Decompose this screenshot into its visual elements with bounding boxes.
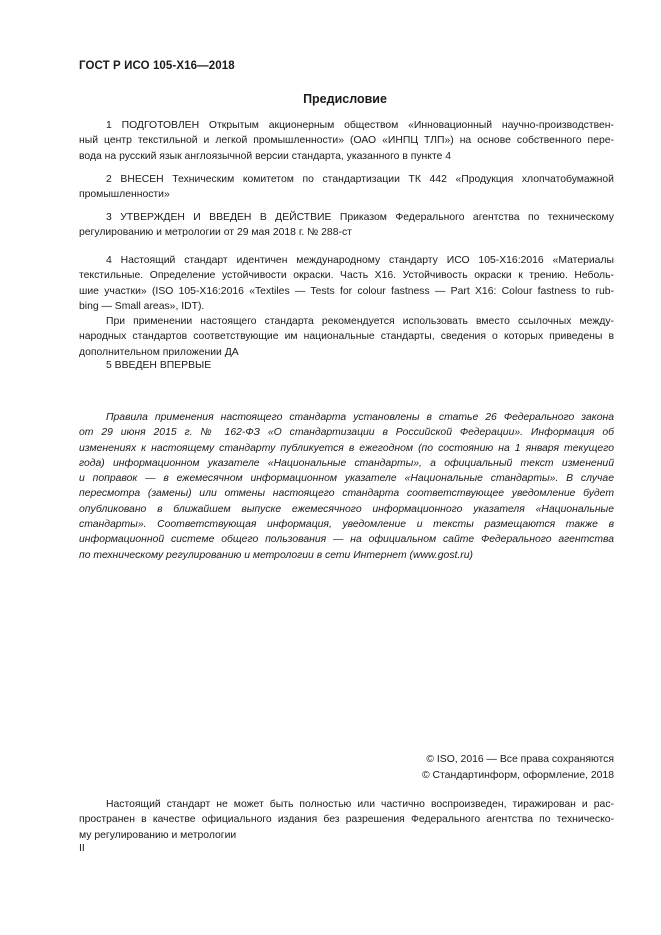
text-line: му регулированию и метрологии	[79, 829, 237, 841]
foreword-item-4	[79, 253, 614, 360]
text-line: промышленности»	[79, 189, 170, 201]
text-line: года) информационном указателе «Национальные стандарты», а официальный текст изменений	[79, 457, 614, 469]
text-line: Правила применения настоящего стандарта установлены в статье 26 Федерального закона	[106, 412, 614, 423]
text-line: изменениях к настоящему стандарту публикуется в ежегодном (по состоянию на 1 января текущего	[79, 442, 614, 454]
text-line: пересмотра (замены) или отмены настоящего стандарта соответствующее уведомление будет	[79, 488, 614, 500]
text-line: bing — Small areas», IDT).	[79, 300, 205, 312]
text-line: 2 ВНЕСЕН Техническим комитетом по стандартизации ТК 442 «Продукция хлопчатобумажной	[106, 174, 614, 185]
foreword-item-5	[79, 358, 614, 373]
foreword-item-1	[79, 118, 614, 164]
copyright-block	[422, 752, 614, 784]
text-line: шие участки» (ISO 105-X16:2016 «Textiles — Tests for colour fastness — Part X16: Colour fastness to rub-	[79, 285, 614, 297]
section-title: Предисловие	[303, 92, 387, 106]
foreword-item-2	[79, 172, 614, 203]
text-line: дополнительном приложении ДА	[79, 346, 239, 358]
text-line: вода на русский язык англоязычной версии стандарта, указанного в пункте 4	[79, 150, 452, 162]
text-line: Настоящий стандарт не может быть полностью или частично воспроизведен, тиражирован и рас-	[106, 799, 614, 810]
text-line: регулированию и метрологии от 29 мая 2018 г. № 288-ст	[79, 227, 352, 239]
text-line: При применении настоящего стандарта рекомендуется использовать вместо ссылочных между-	[106, 316, 614, 328]
text-line: 4 Настоящий стандарт идентичен международному стандарту ИСО 105-X16:2016 «Материалы	[106, 255, 614, 266]
text-line: текстильные. Определение устойчивости окраски. Часть X16. Устойчивость окраски к трению. Неболь-	[79, 270, 614, 282]
text-line: 5 ВВЕДЕН ВПЕРВЫЕ	[106, 360, 212, 371]
standartinform-copyright: © Стандартинформ, оформление, 2018	[421, 770, 614, 781]
foreword-item-3	[79, 210, 614, 241]
text-line: стандарты». Соответствующая информация, уведомление и тексты размещаются также в	[79, 519, 614, 531]
legal-notice	[79, 410, 614, 563]
text-line: по техническому регулированию и метрологии в сети Интернет (www.gost.ru)	[79, 549, 473, 561]
page-number: II	[79, 843, 85, 854]
text-line: 1 ПОДГОТОВЛЕН Открытым акционерным обществом «Инновационный научно-производствен-	[106, 120, 614, 131]
text-line: пространен в качестве официального издания без разрешения Федерального агентства по техническо-	[79, 814, 614, 826]
text-line: и поправок — в ежемесячном информационном указателе «Национальные стандарты». В случае	[79, 473, 614, 485]
iso-copyright: © ISO, 2016 — Все права сохраняются	[426, 754, 614, 765]
standard-code-header: ГОСТ Р ИСО 105-X16—2018	[79, 60, 235, 72]
reproduction-notice	[79, 797, 614, 843]
text-line: ный центр текстильной и легкой промышленности» (ОАО «ИНПЦ ТЛП») на основе собственного пере-	[79, 135, 614, 147]
text-line: информационной системе общего пользования — на официальном сайте Федерального агентства	[79, 534, 614, 546]
text-line: 3 УТВЕРЖДЕН И ВВЕДЕН В ДЕЙСТВИЕ Приказом Федерального агентства по техническому	[106, 212, 614, 223]
text-line: опубликовано в ближайшем выпуске ежемесячного информационного указателя «Национальные	[79, 503, 614, 515]
text-line: от 29 июня 2015 г. № 162-ФЗ «О стандартизации в Российской Федерации». Информация об	[79, 427, 614, 439]
text-line: народных стандартов соответствующие им национальные стандарты, сведения о которых приведены в	[79, 331, 614, 343]
